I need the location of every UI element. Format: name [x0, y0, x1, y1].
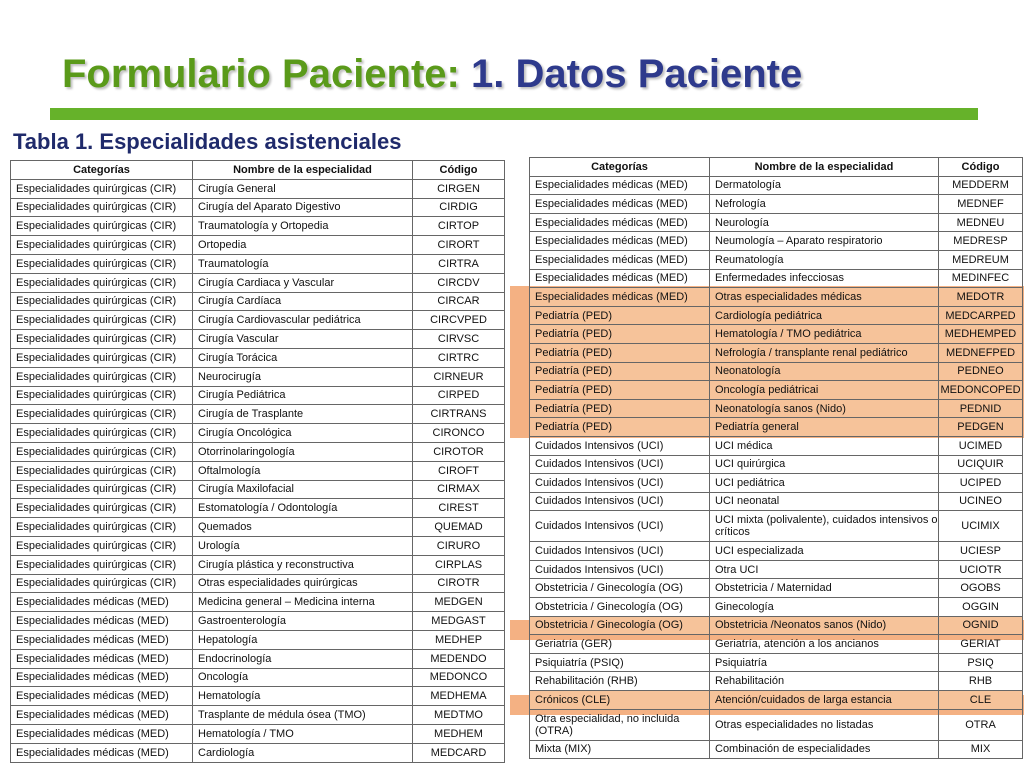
cell-category: Cuidados Intensivos (UCI) — [530, 474, 710, 493]
cell-specialty-name: Ortopedia — [193, 236, 413, 255]
cell-specialty-name: Hematología / TMO pediátrica — [710, 325, 939, 344]
table-row — [11, 236, 505, 255]
cell-code: CIRCDV — [413, 273, 505, 292]
table-row — [11, 424, 505, 443]
table-row — [530, 560, 1023, 579]
cell-code: UCIQUIR — [939, 455, 1023, 474]
cell-specialty-name: Atención/cuidados de larga estancia — [710, 691, 939, 710]
cell-code: MEDGAST — [413, 612, 505, 631]
cell-code: CLE — [939, 691, 1023, 710]
table-row — [11, 348, 505, 367]
cell-code: CIRONCO — [413, 424, 505, 443]
cell-category: Especialidades médicas (MED) — [11, 668, 193, 687]
cell-category: Geriatría (GER) — [530, 635, 710, 654]
cell-code: MEDHEP — [413, 630, 505, 649]
cell-code: CIRNEUR — [413, 367, 505, 386]
cell-category: Mixta (MIX) — [530, 740, 710, 759]
cell-category: Cuidados Intensivos (UCI) — [530, 455, 710, 474]
table-row — [530, 213, 1023, 232]
cell-category: Especialidades médicas (MED) — [530, 288, 710, 307]
cell-code: CIRTRC — [413, 348, 505, 367]
cell-specialty-name: Medicina general – Medicina interna — [193, 593, 413, 612]
cell-code: UCIPED — [939, 474, 1023, 493]
cell-specialty-name: Otra UCI — [710, 560, 939, 579]
cell-category: Cuidados Intensivos (UCI) — [530, 492, 710, 511]
cell-category: Especialidades médicas (MED) — [530, 213, 710, 232]
table-row — [11, 687, 505, 706]
table-row — [11, 179, 505, 198]
table-caption: Tabla 1. Especialidades asistenciales — [13, 129, 402, 154]
cell-specialty-name: Enfermedades infecciosas — [710, 269, 939, 288]
table-row — [11, 593, 505, 612]
cell-code: CIRGEN — [413, 179, 505, 198]
cell-category: Especialidades quirúrgicas (CIR) — [11, 386, 193, 405]
cell-specialty-name: Cirugía General — [193, 179, 413, 198]
table-row — [530, 709, 1023, 740]
cell-specialty-name: Cirugía Vascular — [193, 330, 413, 349]
cell-specialty-name: Pediatría general — [710, 418, 939, 437]
cell-specialty-name: Cirugía Cardiovascular pediátrica — [193, 311, 413, 330]
table-row — [11, 480, 505, 499]
cell-specialty-name: Traumatología — [193, 254, 413, 273]
cell-category: Especialidades quirúrgicas (CIR) — [11, 442, 193, 461]
cell-code: MEDNEU — [939, 213, 1023, 232]
cell-specialty-name: Cirugía Pediátrica — [193, 386, 413, 405]
cell-category: Pediatría (PED) — [530, 418, 710, 437]
table-row — [530, 195, 1023, 214]
cell-specialty-name: Cirugía Maxilofacial — [193, 480, 413, 499]
specialties-table-right — [529, 157, 1023, 759]
cell-category: Otra especialidad, no incluida (OTRA) — [530, 709, 710, 740]
cell-code: PEDNEO — [939, 362, 1023, 381]
cell-specialty-name: Gastroenterología — [193, 612, 413, 631]
cell-category: Obstetricia / Ginecología (OG) — [530, 598, 710, 617]
table-row — [11, 461, 505, 480]
cell-code: CIRVSC — [413, 330, 505, 349]
cell-category: Especialidades quirúrgicas (CIR) — [11, 330, 193, 349]
cell-code: CIROFT — [413, 461, 505, 480]
table-row — [530, 672, 1023, 691]
cell-code: MEDNEF — [939, 195, 1023, 214]
cell-category: Especialidades médicas (MED) — [11, 687, 193, 706]
column-header-code: Código — [939, 158, 1023, 177]
table-row — [11, 198, 505, 217]
table-row — [530, 579, 1023, 598]
table-row — [11, 367, 505, 386]
cell-category: Especialidades quirúrgicas (CIR) — [11, 367, 193, 386]
cell-category: Especialidades quirúrgicas (CIR) — [11, 405, 193, 424]
cell-specialty-name: Neonatología — [710, 362, 939, 381]
table-row — [530, 598, 1023, 617]
table-row — [530, 269, 1023, 288]
table-row — [11, 612, 505, 631]
cell-category: Especialidades quirúrgicas (CIR) — [11, 179, 193, 198]
table-row — [530, 691, 1023, 710]
cell-code: PEDGEN — [939, 418, 1023, 437]
cell-code: MEDHEM — [413, 724, 505, 743]
cell-category: Pediatría (PED) — [530, 381, 710, 400]
table-row — [530, 362, 1023, 381]
cell-category: Especialidades médicas (MED) — [530, 232, 710, 251]
cell-code: UCINEO — [939, 492, 1023, 511]
cell-code: MEDDERM — [939, 176, 1023, 195]
cell-specialty-name: Cardiología pediátrica — [710, 306, 939, 325]
cell-specialty-name: Otras especialidades no listadas — [710, 709, 939, 740]
cell-specialty-name: Traumatología y Ortopedia — [193, 217, 413, 236]
table-row — [11, 574, 505, 593]
cell-code: CIRPLAS — [413, 555, 505, 574]
cell-category: Cuidados Intensivos (UCI) — [530, 542, 710, 561]
table-header-row — [530, 158, 1023, 177]
cell-specialty-name: Combinación de especialidades — [710, 740, 939, 759]
table-row — [11, 217, 505, 236]
cell-specialty-name: Neurología — [710, 213, 939, 232]
table-row — [11, 330, 505, 349]
cell-category: Especialidades médicas (MED) — [11, 612, 193, 631]
cell-specialty-name: Hematología — [193, 687, 413, 706]
specialties-table-left — [10, 160, 505, 763]
column-header-name: Nombre de la especialidad — [710, 158, 939, 177]
cell-code: MEDONCOPED — [939, 381, 1023, 400]
table-row — [530, 325, 1023, 344]
table-row — [530, 288, 1023, 307]
table-row — [11, 405, 505, 424]
cell-category: Especialidades quirúrgicas (CIR) — [11, 424, 193, 443]
cell-code: RHB — [939, 672, 1023, 691]
cell-category: Especialidades quirúrgicas (CIR) — [11, 480, 193, 499]
cell-specialty-name: UCI médica — [710, 436, 939, 455]
cell-specialty-name: Rehabilitación — [710, 672, 939, 691]
cell-code: MEDRESP — [939, 232, 1023, 251]
table-row — [530, 381, 1023, 400]
cell-category: Crónicos (CLE) — [530, 691, 710, 710]
cell-category: Cuidados Intensivos (UCI) — [530, 436, 710, 455]
table-row — [530, 635, 1023, 654]
table-row — [530, 176, 1023, 195]
cell-category: Especialidades médicas (MED) — [530, 269, 710, 288]
cell-specialty-name: Psiquiatría — [710, 653, 939, 672]
column-header-code: Código — [413, 161, 505, 180]
cell-specialty-name: Oncología pediátricai — [710, 381, 939, 400]
cell-code: CIRMAX — [413, 480, 505, 499]
cell-category: Cuidados Intensivos (UCI) — [530, 560, 710, 579]
cell-category: Pediatría (PED) — [530, 362, 710, 381]
cell-category: Especialidades médicas (MED) — [530, 250, 710, 269]
table-row — [530, 436, 1023, 455]
cell-specialty-name: Obstetricia / Maternidad — [710, 579, 939, 598]
cell-category: Especialidades quirúrgicas (CIR) — [11, 236, 193, 255]
cell-specialty-name: Otorrinolaringología — [193, 442, 413, 461]
cell-specialty-name: Geriatría, atención a los ancianos — [710, 635, 939, 654]
table-row — [11, 649, 505, 668]
cell-code: GERIAT — [939, 635, 1023, 654]
cell-specialty-name: Cirugía Oncológica — [193, 424, 413, 443]
cell-code: CIRDIG — [413, 198, 505, 217]
cell-category: Especialidades médicas (MED) — [11, 724, 193, 743]
title-section: 1. Datos Paciente — [471, 52, 803, 96]
cell-specialty-name: UCI neonatal — [710, 492, 939, 511]
cell-specialty-name: UCI especializada — [710, 542, 939, 561]
cell-code: UCIESP — [939, 542, 1023, 561]
cell-code: OTRA — [939, 709, 1023, 740]
cell-code: MEDHEMPED — [939, 325, 1023, 344]
cell-code: CIREST — [413, 499, 505, 518]
cell-specialty-name: Neonatología sanos (Nido) — [710, 399, 939, 418]
table-row — [530, 542, 1023, 561]
cell-code: CIRTOP — [413, 217, 505, 236]
cell-category: Pediatría (PED) — [530, 399, 710, 418]
table-row — [530, 474, 1023, 493]
cell-code: UCIMIX — [939, 511, 1023, 542]
cell-specialty-name: Ginecología — [710, 598, 939, 617]
cell-code: CIRPED — [413, 386, 505, 405]
cell-category: Especialidades quirúrgicas (CIR) — [11, 273, 193, 292]
cell-code: MEDHEMA — [413, 687, 505, 706]
table-row — [530, 232, 1023, 251]
table-row — [530, 740, 1023, 759]
table-row — [11, 254, 505, 273]
cell-category: Especialidades quirúrgicas (CIR) — [11, 254, 193, 273]
cell-code: MEDINFEC — [939, 269, 1023, 288]
cell-code: OGGIN — [939, 598, 1023, 617]
cell-category: Especialidades quirúrgicas (CIR) — [11, 311, 193, 330]
cell-category: Especialidades quirúrgicas (CIR) — [11, 518, 193, 537]
cell-category: Pediatría (PED) — [530, 343, 710, 362]
cell-code: MEDCARD — [413, 743, 505, 762]
cell-code: OGOBS — [939, 579, 1023, 598]
cell-code: MEDNEFPED — [939, 343, 1023, 362]
cell-category: Cuidados Intensivos (UCI) — [530, 511, 710, 542]
table-row — [530, 511, 1023, 542]
table-row — [530, 399, 1023, 418]
table-header-row — [11, 161, 505, 180]
cell-category: Psiquiatría (PSIQ) — [530, 653, 710, 672]
table-row — [530, 250, 1023, 269]
cell-specialty-name: Hepatología — [193, 630, 413, 649]
cell-category: Especialidades médicas (MED) — [11, 649, 193, 668]
cell-code: QUEMAD — [413, 518, 505, 537]
cell-category: Especialidades quirúrgicas (CIR) — [11, 292, 193, 311]
cell-specialty-name: Dermatología — [710, 176, 939, 195]
cell-specialty-name: Endocrinología — [193, 649, 413, 668]
cell-code: OGNID — [939, 616, 1023, 635]
cell-category: Especialidades médicas (MED) — [11, 630, 193, 649]
cell-code: CIRTRANS — [413, 405, 505, 424]
cell-code: UCIOTR — [939, 560, 1023, 579]
cell-specialty-name: Cirugía plástica y reconstructiva — [193, 555, 413, 574]
cell-category: Especialidades médicas (MED) — [11, 593, 193, 612]
table-row — [530, 616, 1023, 635]
cell-category: Pediatría (PED) — [530, 325, 710, 344]
table-row — [530, 653, 1023, 672]
cell-specialty-name: Cirugía Cardiaca y Vascular — [193, 273, 413, 292]
cell-category: Rehabilitación (RHB) — [530, 672, 710, 691]
table-row — [11, 724, 505, 743]
cell-code: MEDREUM — [939, 250, 1023, 269]
cell-specialty-name: Cirugía Cardíaca — [193, 292, 413, 311]
cell-code: UCIMED — [939, 436, 1023, 455]
cell-category: Especialidades quirúrgicas (CIR) — [11, 536, 193, 555]
cell-category: Especialidades médicas (MED) — [11, 706, 193, 725]
cell-category: Especialidades quirúrgicas (CIR) — [11, 217, 193, 236]
column-header-name: Nombre de la especialidad — [193, 161, 413, 180]
cell-code: CIRCVPED — [413, 311, 505, 330]
cell-specialty-name: Nefrología / transplante renal pediátrico — [710, 343, 939, 362]
cell-category: Especialidades quirúrgicas (CIR) — [11, 574, 193, 593]
table-row — [11, 292, 505, 311]
table-row — [530, 306, 1023, 325]
cell-code: CIRTRA — [413, 254, 505, 273]
table-row — [11, 273, 505, 292]
cell-specialty-name: Hematología / TMO — [193, 724, 413, 743]
cell-category: Pediatría (PED) — [530, 306, 710, 325]
column-header-category: Categorías — [530, 158, 710, 177]
cell-code: PSIQ — [939, 653, 1023, 672]
cell-code: MEDTMO — [413, 706, 505, 725]
cell-code: PEDNID — [939, 399, 1023, 418]
table-row — [530, 492, 1023, 511]
table-row — [11, 706, 505, 725]
table-row — [11, 518, 505, 537]
table-row — [11, 555, 505, 574]
cell-specialty-name: Trasplante de médula ósea (TMO) — [193, 706, 413, 725]
cell-category: Obstetricia / Ginecología (OG) — [530, 579, 710, 598]
cell-code: CIRCAR — [413, 292, 505, 311]
cell-category: Especialidades quirúrgicas (CIR) — [11, 198, 193, 217]
cell-code: MEDONCO — [413, 668, 505, 687]
cell-specialty-name: UCI pediátrica — [710, 474, 939, 493]
cell-specialty-name: Estomatología / Odontología — [193, 499, 413, 518]
cell-code: MEDGEN — [413, 593, 505, 612]
cell-specialty-name: Otras especialidades quirúrgicas — [193, 574, 413, 593]
cell-specialty-name: Cardiología — [193, 743, 413, 762]
cell-specialty-name: Nefrología — [710, 195, 939, 214]
page-title — [62, 50, 802, 98]
cell-specialty-name: Reumatología — [710, 250, 939, 269]
cell-specialty-name: UCI mixta (polivalente), cuidados intensivos o críticos — [710, 511, 939, 542]
table-row — [11, 499, 505, 518]
cell-specialty-name: Cirugía del Aparato Digestivo — [193, 198, 413, 217]
table-row — [11, 743, 505, 762]
cell-specialty-name: UCI quirúrgica — [710, 455, 939, 474]
table-row — [530, 455, 1023, 474]
cell-category: Especialidades quirúrgicas (CIR) — [11, 555, 193, 574]
title-form: Formulario Paciente: — [62, 52, 460, 96]
title-underline — [50, 108, 978, 120]
cell-code: CIROTR — [413, 574, 505, 593]
table-row — [530, 418, 1023, 437]
table-row — [11, 536, 505, 555]
cell-category: Especialidades quirúrgicas (CIR) — [11, 461, 193, 480]
cell-specialty-name: Cirugía Torácica — [193, 348, 413, 367]
cell-specialty-name: Neurocirugía — [193, 367, 413, 386]
table-row — [530, 343, 1023, 362]
cell-code: MEDENDO — [413, 649, 505, 668]
cell-category: Obstetricia / Ginecología (OG) — [530, 616, 710, 635]
cell-code: MEDOTR — [939, 288, 1023, 307]
cell-code: MIX — [939, 740, 1023, 759]
cell-specialty-name: Cirugía de Trasplante — [193, 405, 413, 424]
table-row — [11, 630, 505, 649]
cell-specialty-name: Urología — [193, 536, 413, 555]
table-row — [11, 668, 505, 687]
cell-specialty-name: Obstetricia /Neonatos sanos (Nido) — [710, 616, 939, 635]
cell-specialty-name: Neumología – Aparato respiratorio — [710, 232, 939, 251]
cell-category: Especialidades médicas (MED) — [530, 176, 710, 195]
cell-category: Especialidades médicas (MED) — [11, 743, 193, 762]
cell-category: Especialidades quirúrgicas (CIR) — [11, 348, 193, 367]
cell-specialty-name: Oftalmología — [193, 461, 413, 480]
cell-category: Especialidades quirúrgicas (CIR) — [11, 499, 193, 518]
table-row — [11, 311, 505, 330]
cell-code: CIROTOR — [413, 442, 505, 461]
cell-code: CIRURO — [413, 536, 505, 555]
table-row — [11, 442, 505, 461]
cell-specialty-name: Oncología — [193, 668, 413, 687]
cell-category: Especialidades médicas (MED) — [530, 195, 710, 214]
table-row — [11, 386, 505, 405]
cell-code: MEDCARPED — [939, 306, 1023, 325]
column-header-category: Categorías — [11, 161, 193, 180]
cell-specialty-name: Quemados — [193, 518, 413, 537]
cell-code: CIRORT — [413, 236, 505, 255]
cell-specialty-name: Otras especialidades médicas — [710, 288, 939, 307]
